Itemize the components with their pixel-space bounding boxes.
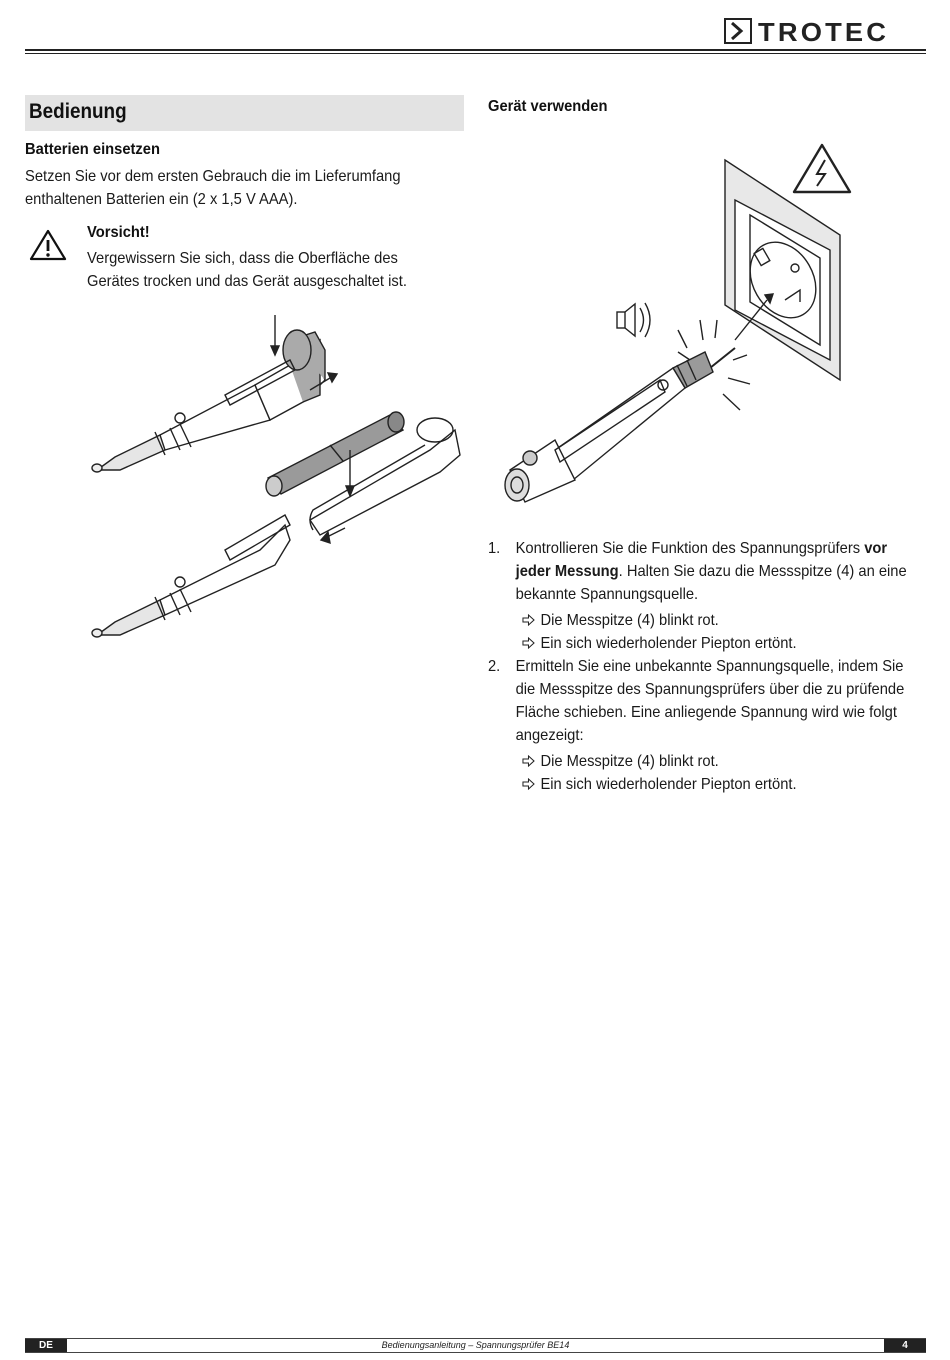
result-item: Die Messpitze (4) blinkt rot.: [522, 750, 911, 773]
instruction-list: [488, 537, 911, 796]
high-voltage-warning-icon: [794, 145, 850, 192]
result-item: Ein sich wiederholender Piepton ertönt.: [522, 773, 911, 796]
footer-language: DE: [25, 1339, 67, 1352]
intro-line: Setzen Sie vor dem ersten Gebrauch die im Lieferumfang: [25, 168, 401, 185]
step-text: bekannte Spannungsquelle.: [515, 586, 699, 603]
battery-insertion-illustration: [85, 310, 475, 655]
aaa-battery-illustration: [266, 412, 404, 496]
step-number: 2.: [488, 658, 501, 675]
tester-with-cap-illustration: [92, 315, 325, 472]
voltage-test-illustration: [495, 140, 855, 510]
result-item: Ein sich wiederholender Piepton ertönt.: [522, 632, 911, 655]
step-1: [488, 537, 911, 606]
step-2-results: [488, 750, 911, 796]
page-footer: [25, 1338, 926, 1353]
step-1-results: [488, 609, 911, 655]
result-arrow-icon: [522, 755, 535, 767]
intro-line: enthaltenen Batterien ein (2 x 1,5 V AAA).: [25, 191, 298, 208]
caution-text: [87, 247, 407, 293]
footer-page-number: 4: [884, 1339, 926, 1352]
voltage-tester-illustration: [505, 348, 735, 502]
brand-chevron-icon: [724, 18, 754, 46]
result-arrow-icon: [522, 614, 535, 626]
subheading-use-device: Gerät verwenden: [488, 98, 608, 115]
brand-name: TROTEC: [758, 17, 890, 47]
footer-document-title: Bedienungsanleitung – Spannungsprüfer BE14: [381, 1340, 570, 1350]
header-rule-thin: [25, 53, 926, 54]
intro-paragraph: [25, 165, 401, 211]
result-arrow-icon: [522, 637, 535, 649]
warning-icon: [28, 228, 68, 262]
subheading-batteries: Batterien einsetzen: [25, 141, 160, 158]
section-title: Bedienung: [29, 100, 127, 123]
step-2: [488, 655, 911, 747]
caution-title: Vorsicht!: [87, 224, 150, 241]
result-arrow-icon: [522, 778, 535, 790]
step-text: angezeigt:: [515, 727, 584, 744]
step-text: . Halten Sie dazu die Messspitze (4) an eine: [618, 563, 907, 580]
step-text: Ermitteln Sie eine unbekannte Spannungsquelle, indem Sie: [515, 658, 904, 675]
trotec-logo: [724, 18, 926, 46]
step-emphasis: jeder Messung: [515, 563, 619, 580]
section-heading-box: [25, 95, 464, 131]
header-rule: [25, 49, 926, 51]
step-text: die Messspitze des Spannungsprüfers über die zu prüfende: [515, 681, 905, 698]
step-text: Fläche schieben. Eine anliegende Spannung wird wie folgt: [515, 704, 897, 721]
step-text: Kontrollieren Sie die Funktion des Spannungsprüfers: [515, 540, 865, 557]
step-emphasis: vor: [864, 540, 888, 557]
caution-line: Gerätes trocken und das Gerät ausgeschaltet ist.: [87, 273, 407, 290]
step-number: 1.: [488, 540, 501, 557]
caution-line: Vergewissern Sie sich, dass die Oberfläche des: [87, 250, 398, 267]
speaker-icon: [617, 303, 650, 337]
tester-closed-illustration: [92, 515, 290, 637]
result-item: Die Messpitze (4) blinkt rot.: [522, 609, 911, 632]
